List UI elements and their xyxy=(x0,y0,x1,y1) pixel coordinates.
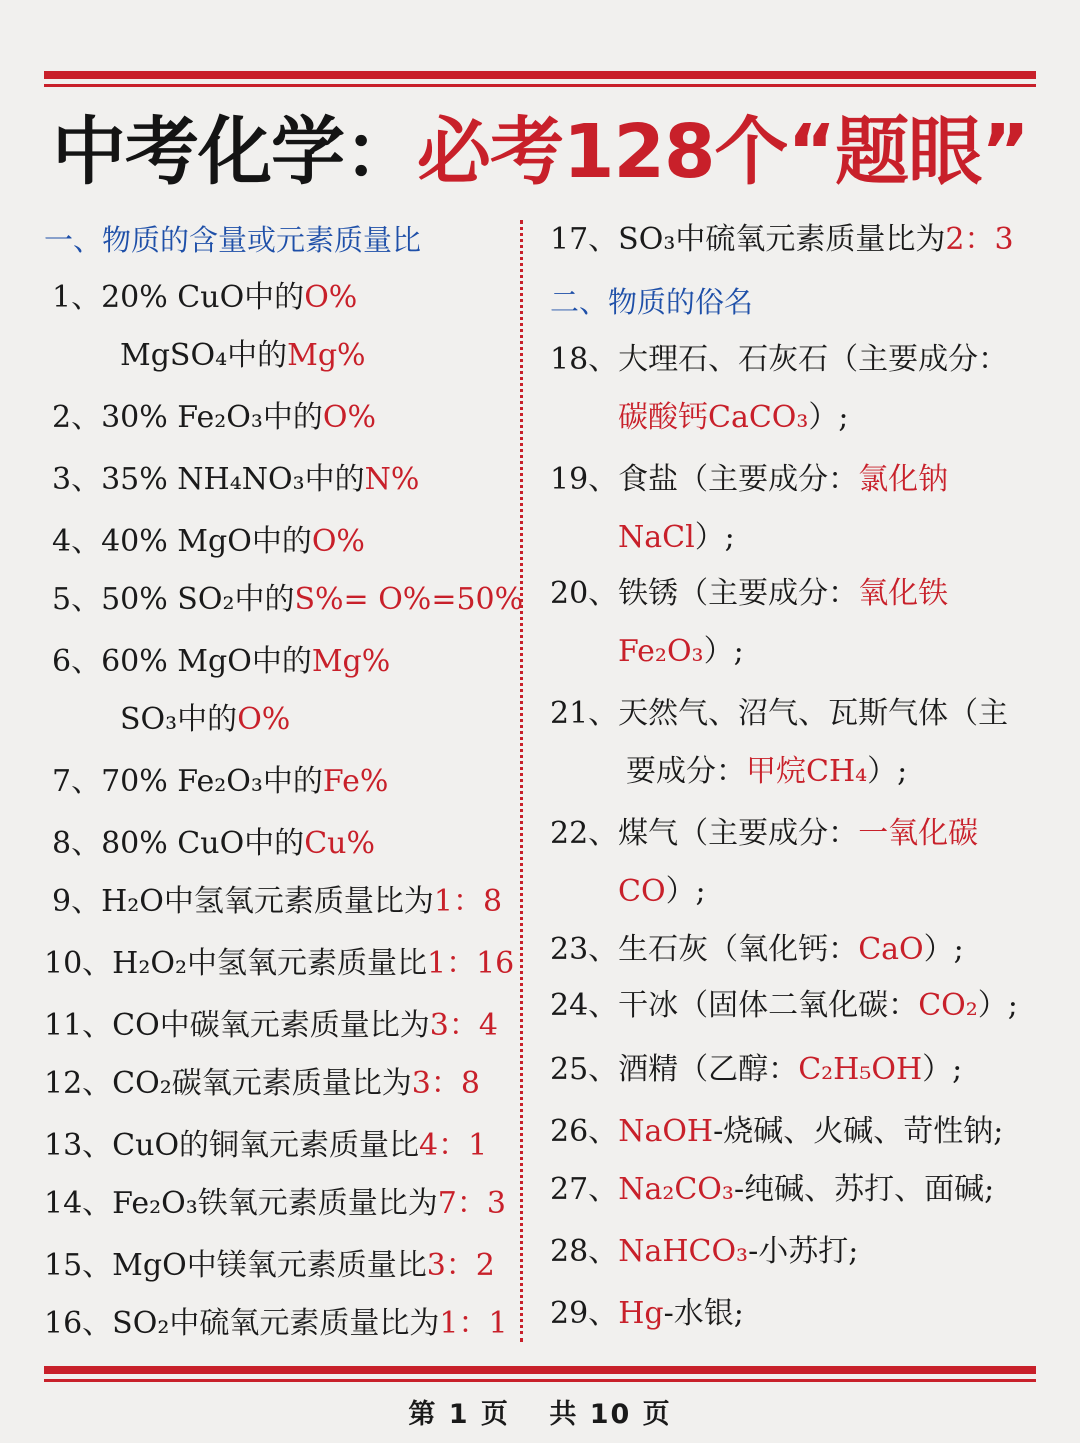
item-text: 28、 xyxy=(550,1234,619,1269)
item-highlight: CO₂ xyxy=(918,988,978,1023)
item-suffix: ）; xyxy=(977,988,1018,1023)
page-title xyxy=(52,104,1060,200)
item-text: 18、大理石、石灰石（主要成分： xyxy=(550,342,1009,377)
list-item xyxy=(52,278,357,318)
item-highlight: 4：1 xyxy=(419,1128,488,1163)
list-item xyxy=(550,1112,1003,1152)
list-item xyxy=(550,574,948,614)
item-text: 8、80% CuO中的 xyxy=(52,826,305,861)
item-suffix: -纯碱、苏打、面碱; xyxy=(733,1172,995,1207)
top-rule-thick xyxy=(44,71,1036,79)
list-item xyxy=(618,632,744,672)
item-text: 17、SO₃中硫氧元素质量比为 xyxy=(550,222,946,257)
item-highlight: NaOH xyxy=(618,1114,714,1149)
item-text: 11、CO中碳氧元素质量比为 xyxy=(44,1008,430,1043)
item-highlight: 甲烷CH₄ xyxy=(746,754,868,789)
list-item xyxy=(52,642,390,682)
list-item xyxy=(52,522,365,562)
item-highlight: Na₂CO₃ xyxy=(618,1172,734,1207)
item-text: 24、干冰（固体二氧化碳： xyxy=(550,988,919,1023)
item-suffix: ）; xyxy=(694,520,735,555)
list-item xyxy=(52,762,388,802)
list-item xyxy=(550,1294,744,1334)
list-item xyxy=(550,1232,858,1272)
item-text: 13、CuO的铜氧元素质量比 xyxy=(44,1128,420,1163)
bottom-rule-thin xyxy=(44,1379,1036,1382)
item-text: 5、50% SO₂中的 xyxy=(52,582,295,617)
list-item xyxy=(52,580,523,620)
item-highlight: O% xyxy=(322,400,376,435)
list-item xyxy=(44,1304,508,1344)
list-item xyxy=(618,398,849,438)
page-number: 第 1 页 xyxy=(408,1399,510,1430)
item-text: MgSO₄中的 xyxy=(120,338,288,373)
item-highlight: 1：16 xyxy=(426,946,515,981)
list-item xyxy=(618,518,735,558)
list-item xyxy=(550,930,964,970)
item-highlight: Mg% xyxy=(287,338,366,373)
list-item xyxy=(550,694,1008,734)
title-red-part: 必考128个“题眼” xyxy=(417,109,1029,195)
list-item xyxy=(44,1126,487,1166)
item-suffix: ）; xyxy=(867,754,908,789)
item-highlight: NaCl xyxy=(618,520,695,555)
item-highlight: 一氧化碳 xyxy=(858,816,979,851)
item-highlight: 7：3 xyxy=(437,1186,506,1221)
item-text: 6、60% MgO中的 xyxy=(52,644,312,679)
list-item xyxy=(120,700,290,740)
list-item xyxy=(120,336,366,376)
list-item xyxy=(44,944,514,984)
item-suffix: -小苏打; xyxy=(748,1234,859,1269)
item-highlight: CO xyxy=(618,874,666,909)
item-highlight: Hg xyxy=(618,1296,664,1331)
item-text: 4、40% MgO中的 xyxy=(52,524,312,559)
item-highlight: 氯化钠 xyxy=(858,462,949,497)
list-item xyxy=(52,398,376,438)
item-suffix: -烧碱、火碱、苛性钠; xyxy=(713,1114,1004,1149)
item-text: 3、35% NH₄NO₃中的 xyxy=(52,462,365,497)
list-item xyxy=(52,824,375,864)
list-item xyxy=(550,1170,994,1210)
item-highlight: 1：8 xyxy=(433,884,503,919)
item-text: 14、Fe₂O₃铁氧元素质量比为 xyxy=(44,1186,438,1221)
section-heading: 一、物质的含量或元素质量比 xyxy=(44,223,422,257)
list-item xyxy=(618,872,706,912)
item-text: 16、SO₂中硫氧元素质量比为 xyxy=(44,1306,440,1341)
list-item xyxy=(44,1184,506,1224)
item-text: 1、20% CuO中的 xyxy=(52,280,305,315)
bottom-rule-thick xyxy=(44,1366,1036,1374)
item-highlight: C₂H₅OH xyxy=(798,1052,923,1087)
list-item xyxy=(550,1050,962,1090)
item-highlight: Cu% xyxy=(304,826,375,861)
list-item xyxy=(550,986,1018,1026)
item-text: 21、天然气、沼气、瓦斯气体（主 xyxy=(550,696,1009,731)
item-text: 22、煤气（主要成分： xyxy=(550,816,859,851)
list-item xyxy=(626,752,907,792)
item-text: 27、 xyxy=(550,1172,619,1207)
item-highlight: Mg% xyxy=(311,644,391,679)
item-suffix: ）; xyxy=(923,932,964,967)
item-suffix: ）; xyxy=(703,634,744,669)
list-item xyxy=(44,1064,480,1104)
item-suffix: ）; xyxy=(665,874,706,909)
item-highlight: 1：1 xyxy=(439,1306,508,1341)
item-text: SO₃中的 xyxy=(120,702,238,737)
item-text: 10、H₂O₂中氢氧元素质量比 xyxy=(44,946,427,981)
item-highlight: Fe% xyxy=(322,764,389,799)
item-text: 29、 xyxy=(550,1296,619,1331)
item-highlight: O% xyxy=(237,702,291,737)
list-item xyxy=(52,460,419,500)
item-text: 要成分： xyxy=(626,754,746,789)
item-text: 12、CO₂碳氧元素质量比为 xyxy=(44,1066,412,1101)
item-highlight: 3：4 xyxy=(429,1008,498,1043)
list-item xyxy=(550,814,978,854)
item-text: 2、30% Fe₂O₃中的 xyxy=(52,400,323,435)
item-text: 23、生石灰（氧化钙： xyxy=(550,932,859,967)
page-footer xyxy=(0,1392,1080,1431)
item-text: 7、70% Fe₂O₃中的 xyxy=(52,764,323,799)
list-item xyxy=(44,1006,498,1046)
item-highlight: 3：8 xyxy=(411,1066,480,1101)
item-text: 15、MgO中镁氧元素质量比 xyxy=(44,1248,427,1283)
list-item xyxy=(550,460,948,500)
list-item xyxy=(550,340,1008,380)
item-highlight: NaHCO₃ xyxy=(618,1234,749,1269)
item-text: 9、H₂O中氢氧元素质量比为 xyxy=(52,884,434,919)
item-highlight: N% xyxy=(364,462,420,497)
item-suffix: ）; xyxy=(808,400,849,435)
item-text: 19、食盐（主要成分： xyxy=(550,462,859,497)
item-text: 26、 xyxy=(550,1114,619,1149)
item-suffix: ）; xyxy=(922,1052,963,1087)
item-highlight: 碳酸钙CaCO₃ xyxy=(618,400,809,435)
item-highlight: 2：3 xyxy=(945,222,1014,257)
item-highlight: 3：2 xyxy=(426,1248,495,1283)
item-highlight: Fe₂O₃ xyxy=(618,634,704,669)
item-highlight: O% xyxy=(311,524,365,559)
item-highlight: O% xyxy=(304,280,358,315)
item-highlight: S%= O%=50% xyxy=(294,582,524,617)
page-total: 共 10 页 xyxy=(549,1399,672,1430)
section-heading: 二、物质的俗名 xyxy=(550,285,754,319)
item-text: 25、酒精（乙醇： xyxy=(550,1052,799,1087)
column-divider xyxy=(520,220,523,1342)
list-item xyxy=(52,882,502,922)
item-highlight: 氧化铁 xyxy=(858,576,949,611)
list-item xyxy=(550,220,1014,260)
item-text: 20、铁锈（主要成分： xyxy=(550,576,859,611)
item-suffix: -水银; xyxy=(663,1296,744,1331)
top-rule-thin xyxy=(44,84,1036,87)
list-item xyxy=(44,1246,495,1286)
title-black-part: 中考化学： xyxy=(52,109,417,195)
item-highlight: CaO xyxy=(858,932,924,967)
